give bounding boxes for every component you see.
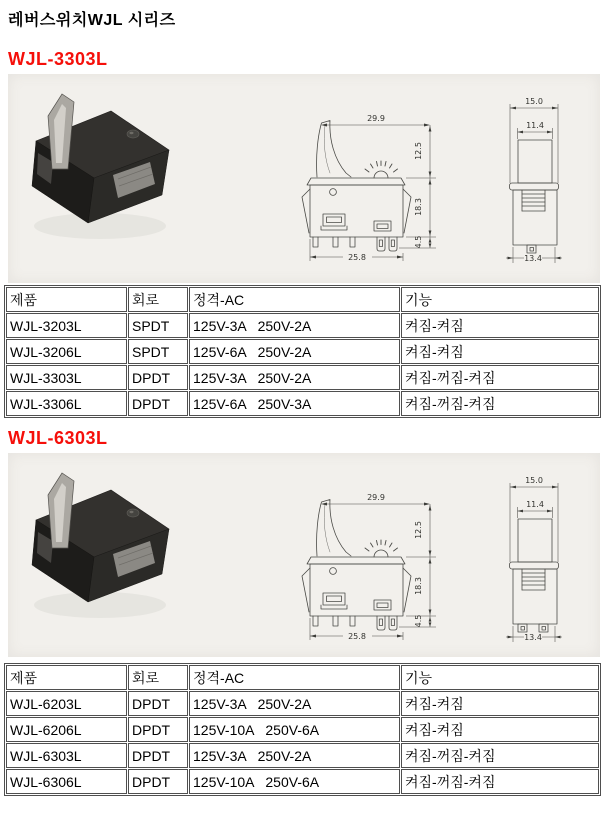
table-row [6, 391, 599, 416]
cell-product: WJL-3306L [6, 391, 127, 416]
cell-rating: 125V-6A 250V-3A [189, 391, 400, 416]
cell-product: WJL-6203L [6, 691, 127, 716]
dim-knob-width-label: 11.4 [526, 121, 544, 130]
page-title: 레버스위치WJL 시리즈 [8, 12, 176, 29]
spec-table-wjl3303l [4, 285, 601, 418]
dim-body-width-label: 25.8 [348, 632, 366, 641]
dim-flange-width-label: 15.0 [525, 97, 543, 106]
table-row [6, 769, 599, 794]
dim-lever-height-label: 12.5 [414, 521, 423, 539]
product-photo [12, 78, 282, 278]
cell-function: 켜짐-꺼짐-켜짐 [401, 769, 599, 794]
header-rating: 정격-AC [189, 665, 400, 690]
front-view-drawing [280, 85, 460, 275]
cell-circuit: DPDT [128, 717, 188, 742]
section-heading-wjl6303l: WJL-6303L [8, 428, 108, 448]
dim-body-height-label: 18.3 [414, 198, 423, 216]
cell-function: 켜짐-켜짐 [401, 313, 599, 338]
side-view-drawing [470, 464, 600, 654]
product-figure-strip [8, 74, 600, 283]
dim-bottom-width-label: 13.4 [524, 633, 542, 642]
cell-rating: 125V-3A 250V-2A [189, 691, 400, 716]
spec-table-wjl6303l [4, 663, 601, 796]
cell-rating: 125V-3A 250V-2A [189, 743, 400, 768]
cell-circuit: DPDT [128, 391, 188, 416]
dim-pin-height-label: 4.5 [414, 235, 423, 249]
cell-function: 켜짐-켜짐 [401, 717, 599, 742]
header-function: 기능 [401, 287, 599, 312]
cell-product: WJL-6306L [6, 769, 127, 794]
cell-function: 켜짐-꺼짐-켜짐 [401, 743, 599, 768]
side-view-drawing [470, 85, 600, 275]
product-photo [12, 457, 282, 657]
dim-total-width-label: 29.9 [367, 493, 385, 502]
table-row [6, 717, 599, 742]
dim-flange-width-label: 15.0 [525, 476, 543, 485]
table-header-row [6, 665, 599, 690]
dim-total-width-label: 29.9 [367, 114, 385, 123]
cell-product: WJL-6206L [6, 717, 127, 742]
header-rating: 정격-AC [189, 287, 400, 312]
dim-bottom-width-label: 13.4 [524, 254, 542, 263]
table-row [6, 339, 599, 364]
cell-rating: 125V-10A 250V-6A [189, 769, 400, 794]
dim-lever-height-label: 12.5 [414, 142, 423, 160]
section-heading-wjl3303l: WJL-3303L [8, 49, 108, 69]
cell-function: 켜짐-꺼짐-켜짐 [401, 391, 599, 416]
header-function: 기능 [401, 665, 599, 690]
cell-product: WJL-6303L [6, 743, 127, 768]
cell-product: WJL-3203L [6, 313, 127, 338]
table-row [6, 743, 599, 768]
cell-circuit: DPDT [128, 691, 188, 716]
header-product: 제품 [6, 287, 127, 312]
table-row [6, 313, 599, 338]
header-product: 제품 [6, 665, 127, 690]
cell-function: 켜짐-꺼짐-켜짐 [401, 365, 599, 390]
cell-rating: 125V-3A 250V-2A [189, 365, 400, 390]
cell-function: 켜짐-켜짐 [401, 691, 599, 716]
front-view-drawing [280, 464, 460, 654]
cell-circuit: DPDT [128, 743, 188, 768]
product-figure-strip [8, 453, 600, 657]
table-row [6, 365, 599, 390]
cell-circuit: DPDT [128, 365, 188, 390]
dim-knob-width-label: 11.4 [526, 500, 544, 509]
cell-circuit: SPDT [128, 313, 188, 338]
header-circuit: 회로 [128, 665, 188, 690]
cell-rating: 125V-3A 250V-2A [189, 313, 400, 338]
cell-circuit: SPDT [128, 339, 188, 364]
dim-body-width-label: 25.8 [348, 253, 366, 262]
table-row [6, 691, 599, 716]
table-header-row [6, 287, 599, 312]
dim-pin-height-label: 4.5 [414, 614, 423, 628]
cell-product: WJL-3303L [6, 365, 127, 390]
cell-rating: 125V-10A 250V-6A [189, 717, 400, 742]
dim-body-height-label: 18.3 [414, 577, 423, 595]
cell-product: WJL-3206L [6, 339, 127, 364]
header-circuit: 회로 [128, 287, 188, 312]
cell-function: 켜짐-켜짐 [401, 339, 599, 364]
cell-circuit: DPDT [128, 769, 188, 794]
cell-rating: 125V-6A 250V-2A [189, 339, 400, 364]
